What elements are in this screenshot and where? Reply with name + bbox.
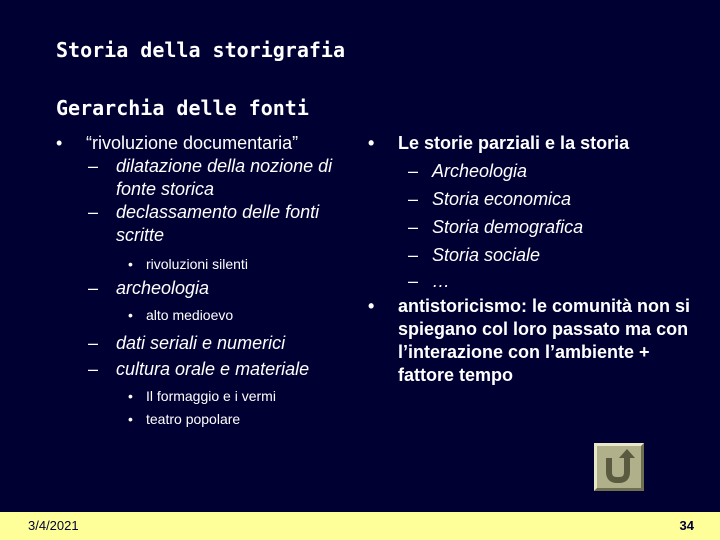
return-arrow-icon	[597, 446, 641, 488]
return-button[interactable]	[594, 443, 644, 491]
item-text: rivoluzioni silenti	[146, 256, 248, 272]
bullet-icon: •	[128, 411, 133, 427]
item-text: Le storie parziali e la storia	[398, 133, 630, 153]
bullet-icon: •	[128, 256, 133, 272]
list-item	[56, 132, 366, 155]
bullet-icon: •	[128, 307, 133, 323]
list-item	[368, 216, 698, 239]
list-item	[56, 201, 366, 247]
list-item	[56, 306, 366, 324]
list-item	[368, 132, 698, 155]
list-item	[368, 270, 698, 293]
slide-title: Storia della storigrafia	[56, 38, 345, 62]
left-column	[56, 132, 366, 428]
item-text: teatro popolare	[146, 411, 241, 427]
dash-icon: –	[88, 333, 99, 353]
item-text: archeologia	[116, 278, 210, 298]
item-text: Storia demografica	[432, 217, 584, 237]
page-number: 34	[679, 518, 694, 533]
list-item	[56, 332, 366, 355]
list-item	[56, 277, 366, 300]
bullet-icon: •	[368, 296, 375, 316]
bullet-icon: •	[368, 133, 375, 153]
item-text: cultura orale e materiale	[116, 359, 310, 379]
footer-bar	[0, 512, 720, 540]
list-item	[56, 410, 366, 428]
item-text: Storia sociale	[432, 245, 541, 265]
slide-subtitle: Gerarchia delle fonti	[56, 96, 309, 120]
item-text: antistoricismo: le comunità non si spiegano col loro passato ma con l’interazione con l’ambiente + fattore tempo	[398, 296, 691, 385]
list-item	[56, 358, 366, 381]
dash-icon: –	[408, 217, 419, 237]
list-item	[368, 160, 698, 183]
item-text: Storia economica	[432, 189, 572, 209]
item-text: declassamento delle fonti scritte	[116, 202, 320, 245]
list-item	[56, 255, 366, 273]
dash-icon: –	[88, 359, 99, 379]
list-item	[368, 188, 698, 211]
dash-icon: –	[408, 189, 419, 209]
item-text: dilatazione della nozione di fonte storica	[116, 156, 333, 199]
dash-icon: –	[408, 161, 419, 181]
item-text: “rivoluzione documentaria”	[86, 133, 299, 153]
dash-icon: –	[408, 245, 419, 265]
item-text: Archeologia	[432, 161, 528, 181]
item-text: alto medioevo	[146, 307, 234, 323]
bullet-icon: •	[56, 133, 63, 153]
dash-icon: –	[88, 202, 99, 222]
item-text: …	[432, 271, 450, 291]
list-item	[368, 244, 698, 267]
list-item	[56, 387, 366, 405]
list-item	[56, 155, 366, 201]
right-column	[368, 132, 698, 387]
footer-date: 3/4/2021	[28, 518, 79, 533]
bullet-icon: •	[128, 388, 133, 404]
dash-icon: –	[88, 156, 99, 176]
dash-icon: –	[408, 271, 419, 291]
item-text: Il formaggio e i vermi	[146, 388, 276, 404]
dash-icon: –	[88, 278, 99, 298]
item-text: dati seriali e numerici	[116, 333, 286, 353]
list-item	[368, 295, 698, 387]
